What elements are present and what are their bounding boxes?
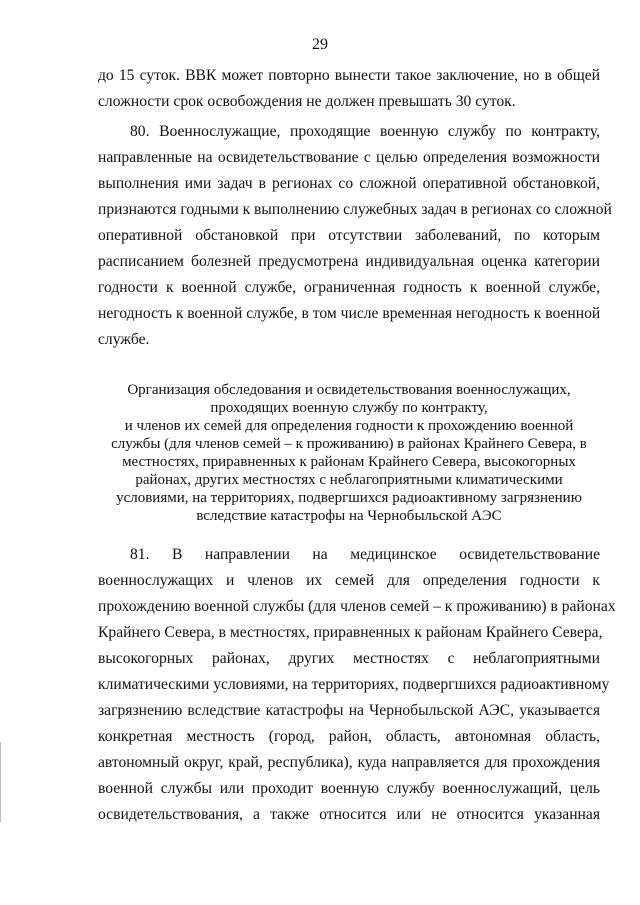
page-number: 29 [312,36,328,53]
text-line: расписанием болезней предусмотрена индивидуальная оценка категории [98,253,600,270]
text-line: направленные на освидетельствование с целью определения возможности [98,149,600,166]
text-line: автономный округ, край, республика), куда направляется для прохождения [98,754,600,771]
heading-line: местностях, приравненных к районам Крайнего Севера, высокогорных [122,454,576,470]
heading-line: и членов их семей для определения годности к прохождению военной [124,418,574,434]
text-line: высокогорных районах, других местностях с неблагоприятными [98,650,600,667]
text-line: 80. Военнослужащие, проходящие военную службу по контракту, [130,123,600,140]
text-line: сложности срок освобождения не должен превышать 30 суток. [98,93,516,110]
heading-line: вследствие катастрофы на Чернобыльской АЭС [196,508,502,524]
text-line: военнослужащих и членов их семей для определения годности к [98,572,600,589]
text-line: годности к военной службе, ограниченная годность к военной службе, [98,279,600,296]
heading-line: Организация обследования и освидетельствования военнослужащих, [127,382,571,398]
heading-line: районах, других местностях с неблагоприятными климатическими [135,472,563,488]
text-line: прохождению военной службы (для членов семей – к проживанию) в районах [98,598,616,615]
text-line: признаются годными к выполнению служебных задач в регионах со сложной [98,201,612,218]
heading-line: службы (для членов семей – к проживанию) в районах Крайнего Севера, в [111,436,587,452]
scan-edge-mark [0,742,1,822]
heading-line: условиями, на территориях, подвергшихся радиоактивному загрязнению [116,490,582,506]
text-line: военной службы или проходит военную службу военнослужащий, цель [98,780,600,797]
heading-line: проходящих военную службу по контракту, [210,400,488,416]
text-line: климатическими условиями, на территориях, подвергшихся радиоактивному [98,676,610,693]
text-line: оперативной обстановкой при отсутствии заболеваний, по которым [98,227,600,244]
text-line: выполнения ими задач в регионах со сложной оперативной обстановкой, [98,175,600,192]
text-line: до 15 суток. ВВК может повторно вынести такое заключение, но в общей [98,67,600,84]
text-line: службе. [98,331,150,348]
text-line: загрязнению вследствие катастрофы на Чернобыльской АЭС, указывается [98,702,600,719]
text-line: освидетельствования, а также относится или не относится указанная [98,806,600,823]
text-line: негодность к военной службе, в том числе временная негодность к военной [98,305,601,322]
text-line: Крайнего Севера, в местностях, приравненных к районам Крайнего Севера, [98,624,603,641]
text-line: конкретная местность (город, район, область, автономная область, [98,728,600,745]
text-line: 81. В направлении на медицинское освидетельствование [130,546,600,563]
